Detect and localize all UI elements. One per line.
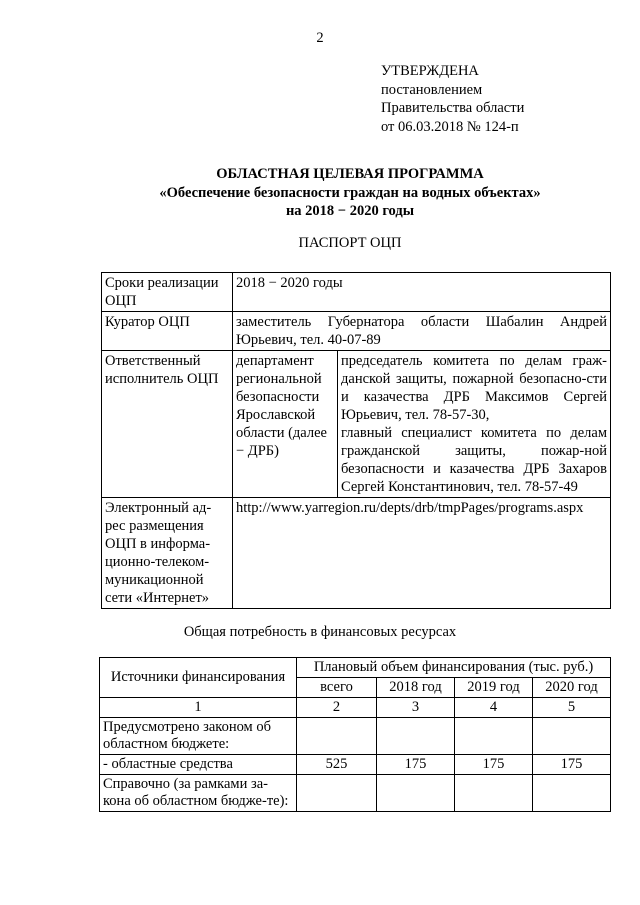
col-total-header: всего <box>297 678 377 698</box>
financing-heading: Общая потребность в финансовых ресурсах <box>183 624 457 640</box>
column-number: 1 <box>100 698 297 718</box>
value-2018: 175 <box>377 755 455 775</box>
table-row <box>100 718 611 755</box>
row-label: Справочно (за рамками за-кона об областном бюдже-те): <box>100 775 297 812</box>
approval-line: УТВЕРЖДЕНА <box>381 63 479 79</box>
table-row <box>100 755 611 775</box>
terms-label: Сроки реализации ОЦП <box>102 273 233 312</box>
col-2019-header: 2019 год <box>455 678 533 698</box>
column-number: 4 <box>455 698 533 718</box>
approval-date: от 06.03.2018 № 124-п <box>381 118 519 135</box>
financing-table <box>99 657 611 812</box>
approval-line: постановлением <box>381 81 483 98</box>
total-value: 525 <box>297 755 377 775</box>
empty-cell <box>297 718 377 755</box>
web-label: Электронный ад-рес размещения ОЦП в информа-ционно-телеком-муникационной сети «Интернет» <box>102 498 233 609</box>
table-row <box>102 273 611 312</box>
curator-label: Куратор ОЦП <box>102 312 233 351</box>
terms-value: 2018 − 2020 годы <box>233 273 611 312</box>
empty-cell <box>533 775 611 812</box>
empty-cell <box>455 775 533 812</box>
table-row <box>102 312 611 351</box>
passport-table <box>101 272 611 609</box>
empty-cell <box>455 718 533 755</box>
empty-cell <box>377 718 455 755</box>
table-row <box>100 775 611 812</box>
row-label: Предусмотрено законом об областном бюджете: <box>100 718 297 755</box>
column-number-row <box>100 698 611 718</box>
column-number: 2 <box>297 698 377 718</box>
curator-value: заместитель Губернатора области Шабалин Андрей Юрьевич, тел. 40-07-89 <box>233 312 611 351</box>
document-title <box>0 165 640 221</box>
approval-stamp <box>381 62 524 136</box>
table-header-row <box>100 658 611 678</box>
table-row <box>102 351 611 498</box>
title-line: ОБЛАСТНАЯ ЦЕЛЕВАЯ ПРОГРАММА <box>216 166 484 182</box>
contact-primary: председатель комитета по делам граж-данской защиты, пожарной безопасно-сти и казачества ДРБ Максимов Сергей Юрьевич, тел. 78-57-30, <box>341 353 607 423</box>
value-2020: 175 <box>533 755 611 775</box>
column-number: 3 <box>377 698 455 718</box>
value-2019: 175 <box>455 755 533 775</box>
page-number: 2 <box>316 30 324 46</box>
responsible-label: Ответственный исполнитель ОЦП <box>102 351 233 498</box>
col-sources-header: Источники финансирования <box>100 658 297 698</box>
empty-cell <box>377 775 455 812</box>
empty-cell <box>297 775 377 812</box>
column-number: 5 <box>533 698 611 718</box>
col-2018-header: 2018 год <box>377 678 455 698</box>
row-label: - областные средства <box>100 755 297 775</box>
web-address[interactable]: http://www.yarregion.ru/depts/drb/tmpPages/programs.aspx <box>233 498 611 609</box>
col-planned-header: Плановый объем финансирования (тыс. руб.) <box>297 658 611 678</box>
title-line: «Обеспечение безопасности граждан на водных объектах» <box>159 184 541 201</box>
table-row <box>102 498 611 609</box>
empty-cell <box>533 718 611 755</box>
responsible-contacts <box>338 351 611 498</box>
passport-heading: ПАСПОРТ ОЦП <box>298 235 402 251</box>
title-line: на 2018 − 2020 годы <box>285 203 415 219</box>
approval-line: Правительства области <box>381 100 525 116</box>
responsible-department: департамент региональной безопасности Ярославской области (далее − ДРБ) <box>233 351 338 498</box>
col-2020-header: 2020 год <box>533 678 611 698</box>
contact-secondary: главный специалист комитета по делам гражданской защиты, пожар-ной безопасности и казачества ДРБ Захаров Сергей Константинович, тел. 78-57-49 <box>341 425 607 495</box>
